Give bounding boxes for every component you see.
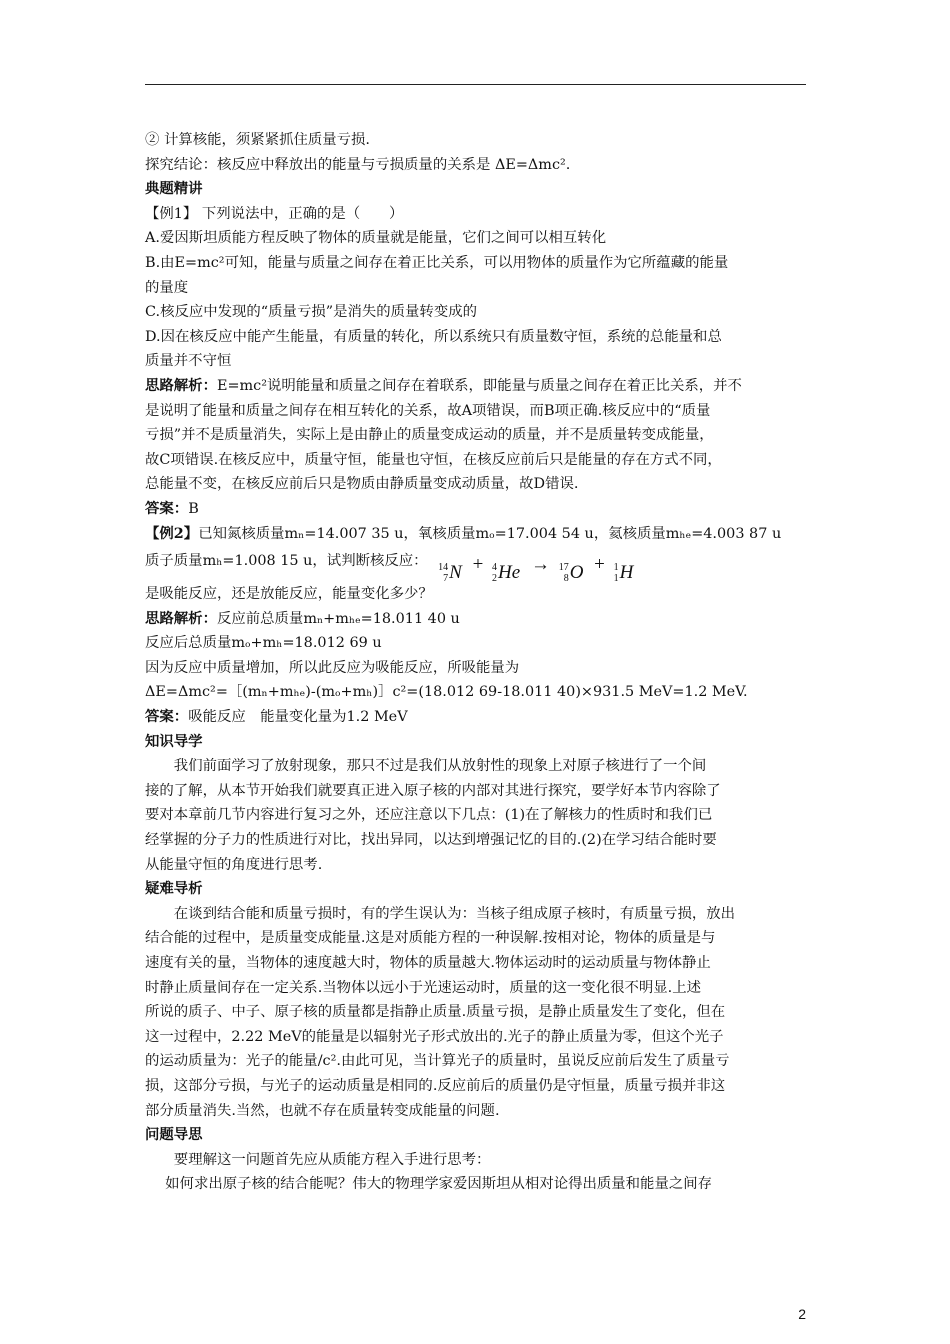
paragraph-line: 的运动质量为：光子的能量/c².由此可见，当计算光子的质量时，虽说反应前后发生了质量亏: [145, 1053, 730, 1070]
paragraph-line: 所说的质子、中子、原子核的质量都是指静止质量.质量亏损，是静止质量发生了变化，但在: [145, 1004, 726, 1021]
paragraph-line: 接的了解，从本节开始我们就要真正进入原子核的内部对其进行探究，要学好本节内容除了: [145, 782, 721, 799]
paragraph-line: 损，这部分亏损，与光子的运动质量是相同的.反应前后的质量仍是守恒量，质量亏损并非这: [145, 1077, 726, 1094]
analysis-line: [145, 607, 809, 632]
option-c: C.核反应中发现的“质量亏损”是消失的质量转变成的: [145, 304, 477, 321]
document-body: [145, 128, 809, 1197]
energy-equation: ΔE=Δmc²=［(mₙ+mₕₑ)-(mₒ+mₕ)］c²=(18.012 69-18.011 40)×931.5 MeV=1.2 MeV.: [145, 684, 748, 701]
option-d: D.因在核反应中能产生能量，有质量的转化，所以系统只有质量数守恒，系统的总能量和总: [145, 328, 722, 345]
text-line: 故C项错误.在核反应中，质量守恒，能量也守恒，在核反应前后只是能量的存在方式不同，: [145, 451, 722, 468]
section-heading: 知识导学: [145, 732, 203, 750]
page-number: 2: [798, 1306, 806, 1322]
paragraph-line: 这一过程中，2.22 MeV的能量是以辐射光子形式放出的.光子的静止质量为零，但这个光子: [145, 1028, 724, 1045]
paragraph-line: 要对本章前几节内容进行复习之外，还应注意以下几点：(1)在了解核力的性质时和我们已: [145, 807, 713, 824]
text-line: 是说明了能量和质量之间存在相互转化的关系，故A项错误，而B项正确.核反应中的“质量: [145, 402, 711, 419]
answer-value: 吸能反应 能量变化量为1.2 MeV: [188, 709, 408, 726]
text-line: 的量度: [145, 279, 189, 296]
nuclear-equation: 14 7 N + 4 2 He → 17 8 O + 1 1 H: [438, 554, 634, 585]
text-line: ② 计算核能，须紧紧抓住质量亏损.: [145, 132, 371, 148]
section-heading: 典题精讲: [145, 180, 203, 198]
paragraph-line: 从能量守恒的角度进行思考.: [145, 856, 323, 873]
paragraph-line: 结合能的过程中，是质量变成能量.这是对质能方程的一种误解.按相对论，物体的质量是与: [145, 930, 716, 947]
section-heading: 疑难导析: [145, 880, 203, 898]
text-line: 反应后总质量mₒ+mₕ=18.012 69 u: [145, 635, 382, 652]
example-2-line: [145, 522, 809, 547]
text-line: 质量并不守恒: [145, 353, 232, 370]
paragraph-line: 要理解这一问题首先应从质能方程入手进行思考：: [173, 1151, 491, 1168]
paragraph-line: 经掌握的分子力的性质进行对比，找出异同，以达到增强记忆的目的.(2)在学习结合能时要: [145, 832, 717, 849]
text-line: 总能量不变，在核反应前后只是物质由静质量变成动质量，故D错误.: [145, 476, 579, 493]
text-line: 因为反应中质量增加，所以此反应为吸能反应，所吸能量为: [145, 659, 520, 676]
header-rule: [145, 84, 806, 85]
paragraph-line: 如何求出原子核的结合能呢？伟大的物理学家爱因斯坦从相对论得出质量和能量之间存: [165, 1176, 713, 1193]
answer-label: 答案：: [145, 708, 189, 726]
paragraph-line: 我们前面学习了放射现象，那只不过是我们从放射性的现象上对原子核进行了一个间: [173, 758, 707, 775]
answer-line: [145, 705, 809, 730]
paragraph-line: 速度有关的量，当物体的速度越大时，物体的质量越大.物体运动时的运动质量与物体静止: [145, 955, 711, 971]
analysis-label: 思路解析：: [145, 376, 217, 394]
analysis-text: E=mc²说明能量和质量之间存在着联系，即能量与质量之间存在着正比关系，并不: [216, 377, 742, 394]
analysis-label: 思路解析：: [145, 609, 217, 627]
example-2-label: 【例2】: [145, 524, 199, 542]
paragraph-line: 时静止质量间存在一定关系.当物体以远小于光速运动时，质量的这一变化很不明显.上述: [145, 979, 701, 996]
answer-line: [145, 497, 809, 522]
section-heading: 问题导思: [145, 1126, 203, 1144]
reaction-line: [145, 546, 809, 585]
example-1-question: 【例1】 下列说法中，正确的是（ ）: [145, 205, 404, 222]
analysis-text: 反应前总质量mₙ+mₕₑ=18.011 40 u: [216, 610, 460, 627]
text-line: 是吸能反应，还是放能反应，能量变化多少？: [145, 586, 433, 603]
paragraph-line: 在谈到结合能和质量亏损时，有的学生误认为：当核子组成原子核时，有质量亏损，放出: [173, 905, 736, 922]
text-line: 亏损”并不是质量消失，实际上是由静止的质量变成运动的质量，并不是质量转变成能量，: [145, 427, 714, 444]
option-b: B.由E=mc²可知，能量与质量之间存在着正比关系，可以用物体的质量作为它所蕴藏的能量: [145, 254, 729, 271]
text-line: 探究结论：核反应中释放出的能量与亏损质量的关系是 ΔE=Δmc².: [145, 156, 571, 173]
text-line: 质子质量mₕ=1.008 15 u，试判断核反应：: [145, 553, 428, 570]
paragraph-line: 部分质量消失.当然，也就不存在质量转变成能量的问题.: [145, 1102, 500, 1119]
option-a: A.爱因斯坦质能方程反映了物体的质量就是能量，它们之间可以相互转化: [145, 230, 607, 247]
answer-value: B: [188, 500, 199, 517]
analysis-line: [145, 374, 809, 399]
example-2-text: 已知氮核质量mₙ=14.007 35 u，氧核质量mₒ=17.004 54 u，氦核质量mₕₑ=4.003 87 u: [198, 525, 782, 542]
answer-label: 答案：: [145, 499, 189, 517]
